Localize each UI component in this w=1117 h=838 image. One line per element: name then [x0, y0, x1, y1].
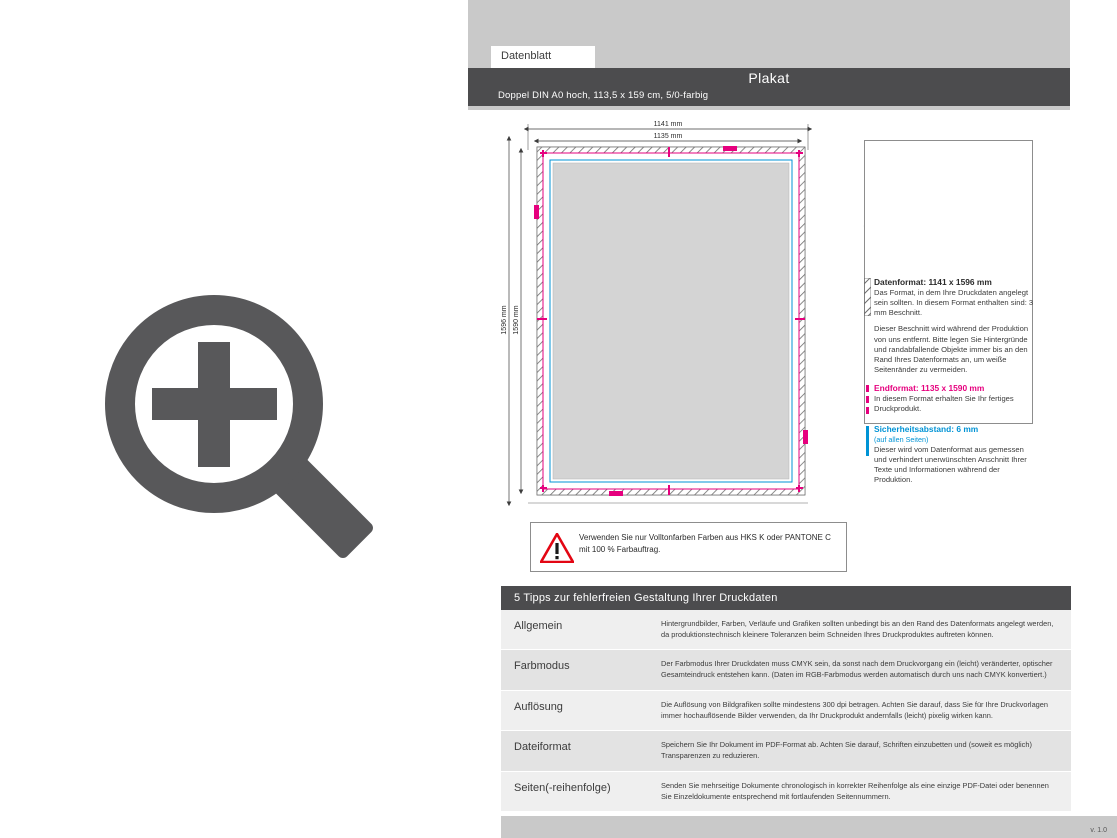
- tip-text: Der Farbmodus Ihrer Druckdaten muss CMYK sein, da sonst nach dem Druckvorgang ein (leicht) veränderter, optischer Gesamteindruck entstehen kann. (Daten im RGB-Farbmodus werden automatisch durch uns nach CMYK konvertiert.): [661, 659, 1053, 680]
- spec-paragraph: Dieser wird vom Datenformat aus gemessen und verhindert unerwünschten Anschnitt Ihrer Texte und Informationen während der Produktion.: [874, 445, 1027, 485]
- magnifier-plus-icon: [105, 295, 370, 560]
- spec-block-datenformat: [864, 277, 1036, 375]
- spec-paragraph: Das Format, in dem Ihre Druckdaten angelegt sein sollten. In diesem Format enthalten sind: 3 mm Beschnitt.: [874, 288, 1034, 318]
- spec-heading: Endformat: 1135 x 1590 mm: [874, 382, 985, 393]
- tip-label: Farbmodus: [514, 660, 570, 673]
- page-title: Plakat: [748, 70, 790, 86]
- table-row: [501, 691, 1071, 731]
- table-row: [501, 772, 1071, 812]
- table-row: [501, 731, 1071, 771]
- page-subtitle: Doppel DIN A0 hoch, 113,5 x 159 cm, 5/0-farbig: [498, 90, 709, 101]
- hatched-marker-icon: [864, 278, 871, 316]
- spec-block-sicherheitsabstand: [864, 424, 1036, 485]
- tip-label: Dateiformat: [514, 741, 571, 754]
- warning-triangle-icon: [540, 533, 574, 563]
- warning-text: Verwenden Sie nur Volltonfarben Farben aus HKS K oder PANTONE C mit 100 % Farbauftrag.: [579, 533, 831, 554]
- tip-text: Hintergrundbilder, Farben, Verläufe und Grafiken sollten unbedingt bis an den Rand des Datenformats angelegt werden, da produktionstechnisch kleinere Toleranzen beim Schneiden Ihres Druckproduktes auftreten können.: [661, 619, 1054, 639]
- tip-label: Allgemein: [514, 620, 563, 632]
- footer-background: [468, 816, 1117, 838]
- tab-datenblatt[interactable]: [491, 46, 595, 68]
- dim-top-outer: 1141 mm: [653, 121, 683, 128]
- title-bar: [468, 68, 1070, 106]
- tips-table: [501, 586, 1071, 812]
- spec-block-endformat: [864, 383, 1036, 414]
- spec-paragraph: Dieser Beschnitt wird während der Produktion von uns entfernt. Bitte legen Sie Hintergründe und randabfallende Objekte immer bis an den Rand Ihres Datenformats an, um weiße Seitenränder zu vermeiden.: [874, 324, 1029, 374]
- magnifier-plus-vertical: [198, 342, 230, 467]
- magenta-marker-icon: [864, 384, 871, 422]
- tab-label: Datenblatt: [501, 50, 552, 62]
- table-row: [501, 650, 1071, 690]
- tip-text: Die Auflösung von Bildgrafiken sollte mindestens 300 dpi betragen. Achten Sie darauf, dass Sie für Ihre Druckvorlagen immer hochauflösende Bilder verwenden, da Ihr Druckprodukt andernfalls (leicht) pixelig wirken kann.: [661, 699, 1049, 720]
- tip-text: Senden Sie mehrseitige Dokumente chronologisch in korrekter Reihenfolge als eine einzige PDF-Datei oder benennen Sie Einzeldokumente entsprechend mit fortlaufenden Seitennummern.: [661, 780, 1049, 801]
- spec-heading: Sicherheitsabstand: 6 mm: [874, 424, 979, 435]
- format-diagram: [468, 110, 1117, 580]
- tip-text: Speichern Sie Ihr Dokument im PDF-Format ab. Achten Sie darauf, Schriften einzubetten und (soweit es möglich) Transparenzen zu reduzieren.: [661, 740, 1032, 761]
- dim-left-outer: 1596 mm: [501, 305, 508, 335]
- dim-left-inner: 1590 mm: [513, 305, 520, 335]
- spec-paragraph: In diesem Format erhalten Sie Ihr fertiges Druckprodukt.: [874, 394, 1014, 414]
- spec-heading: Datenformat: 1141 x 1596 mm: [874, 277, 992, 287]
- footer-white-strip: [468, 816, 501, 838]
- table-row: [501, 610, 1071, 650]
- dim-top-inner: 1135 mm: [653, 133, 683, 140]
- tip-label: Auflösung: [514, 700, 563, 713]
- version-label: v. 1.0: [1090, 827, 1107, 834]
- cyan-marker-icon: [864, 425, 871, 463]
- datasheet-document: [468, 0, 1117, 838]
- tip-label: Seiten(-reihenfolge): [514, 781, 611, 794]
- spec-text: [864, 277, 1036, 492]
- preview-pane: [0, 0, 468, 838]
- tips-heading: 5 Tipps zur fehlerfreien Gestaltung Ihrer Druckdaten: [501, 586, 1071, 610]
- spec-subheading: (auf allen Seiten): [874, 435, 929, 445]
- warning-box: [530, 522, 847, 572]
